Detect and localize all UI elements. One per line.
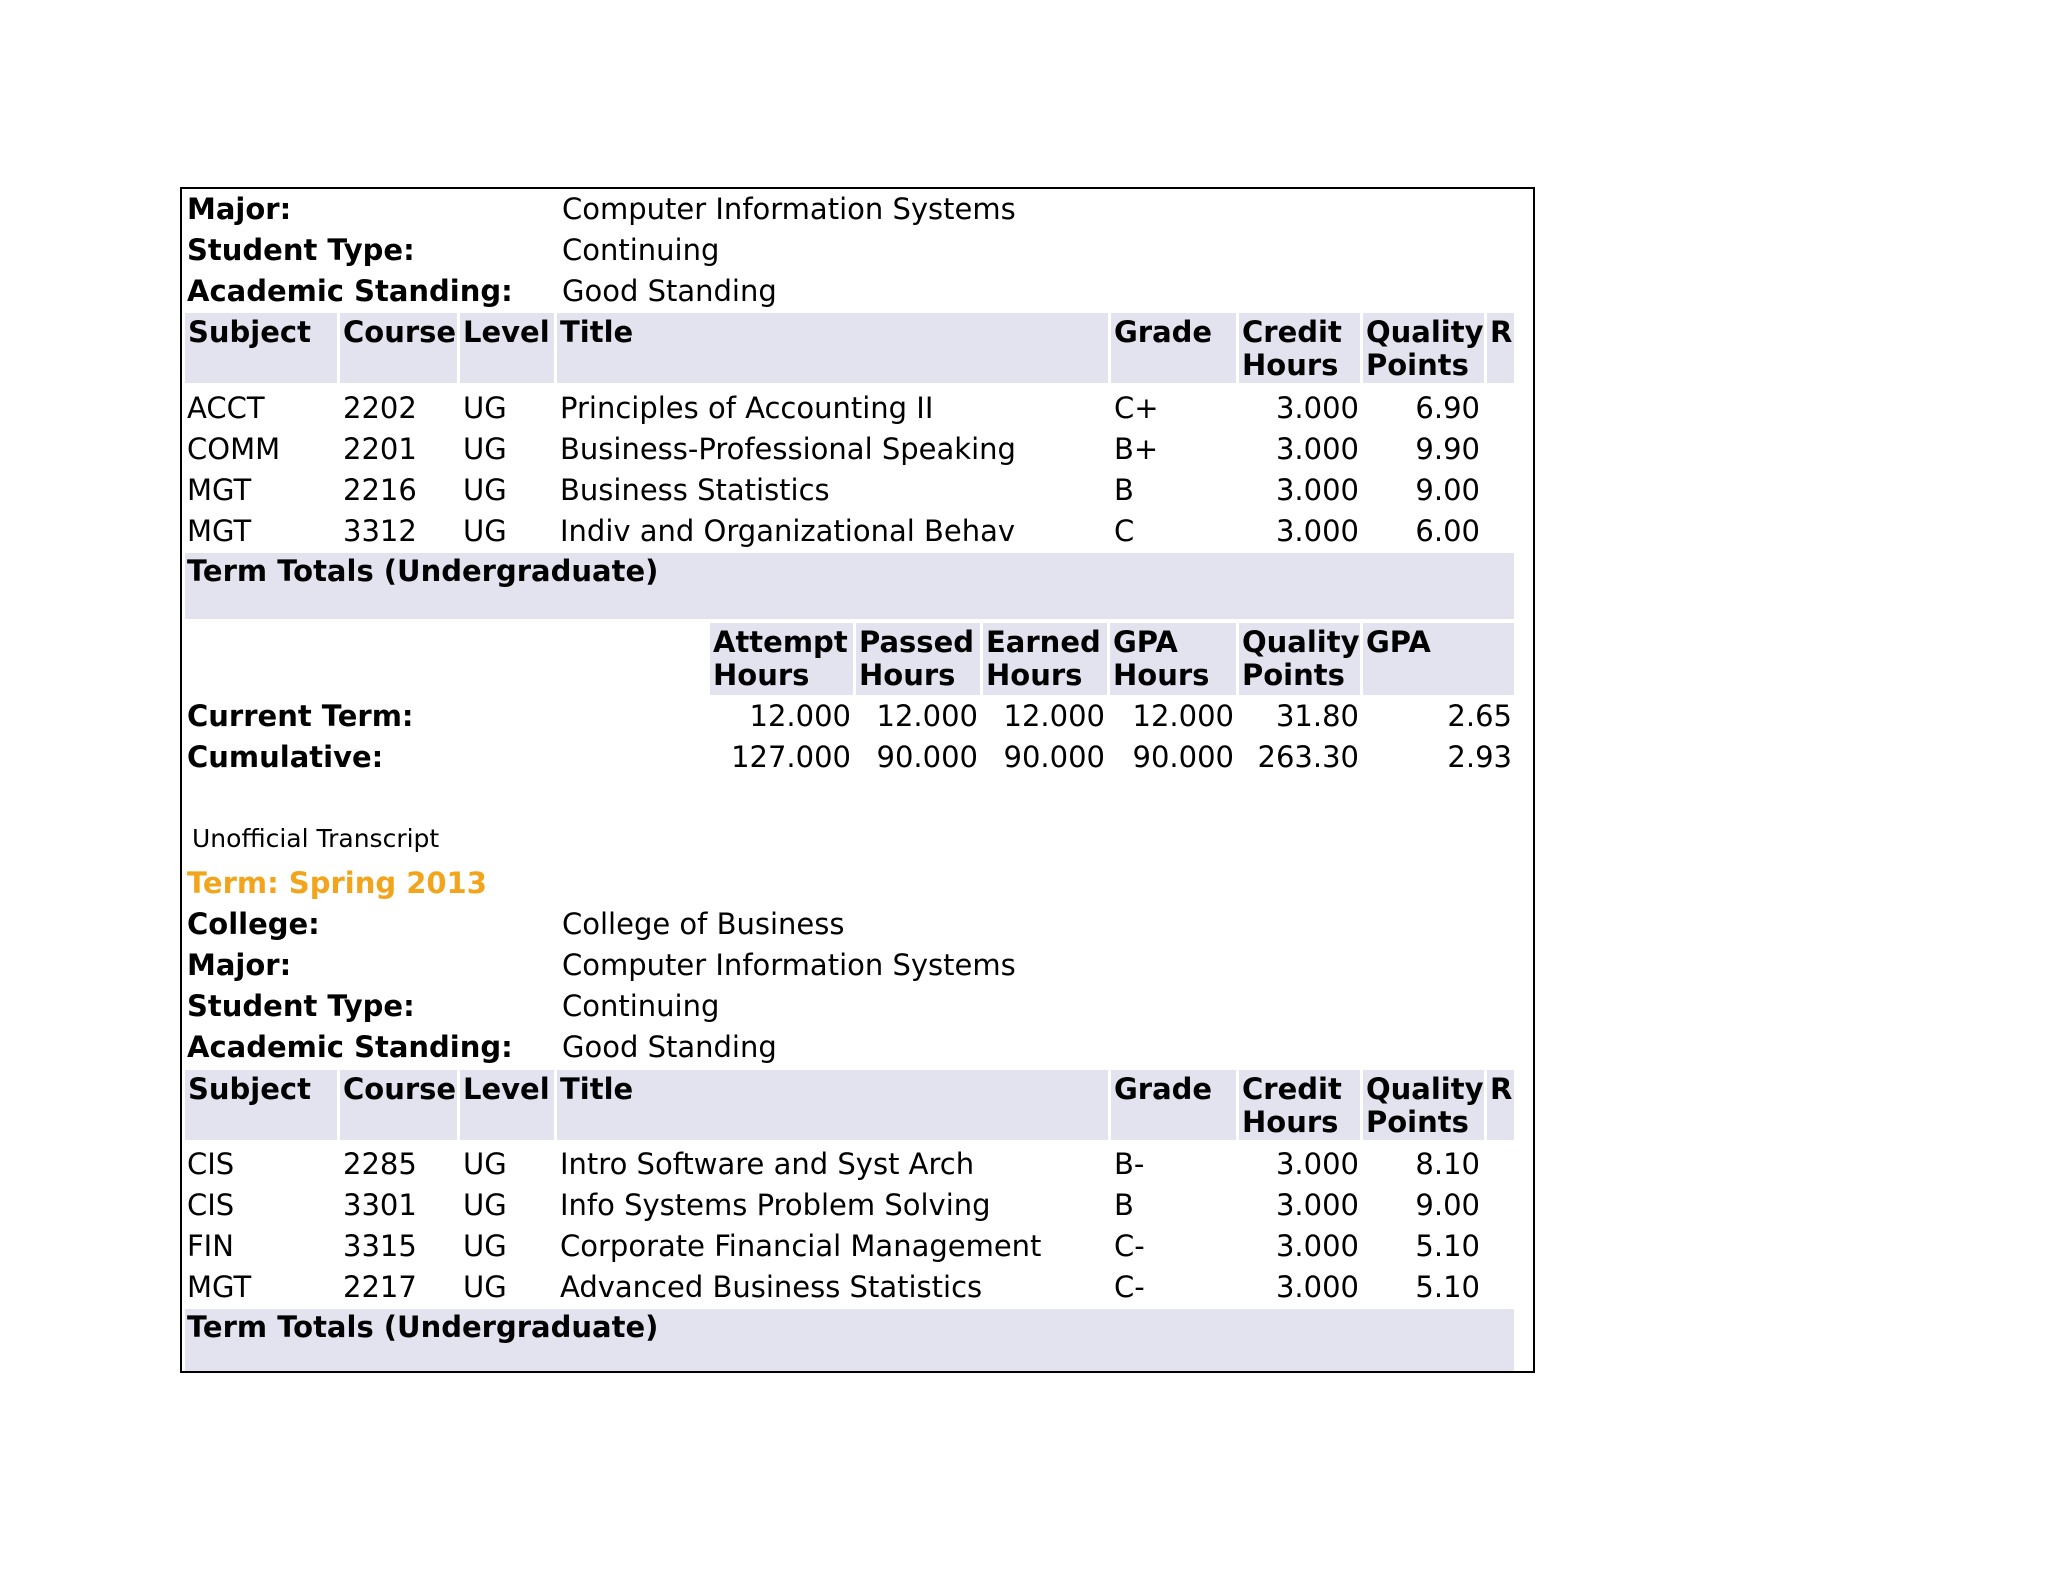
header-r: R (1487, 313, 1514, 383)
cell-quality-points: 9.00 (1415, 473, 1480, 507)
totals-header-line1: Passed (859, 625, 974, 659)
totals-cell: 90.000 (1132, 740, 1234, 774)
header-subject: Subject (185, 313, 337, 383)
cell-subject: CIS (187, 1147, 235, 1181)
cell-course: 2217 (343, 1270, 417, 1304)
cell-course: 3301 (343, 1188, 417, 1222)
cell-subject: MGT (187, 473, 252, 507)
header-course: Course (340, 313, 457, 383)
header-level: Level (460, 313, 554, 383)
cell-title: Indiv and Organizational Behav (560, 514, 1016, 548)
cell-subject: MGT (187, 514, 252, 548)
cell-subject: COMM (187, 432, 281, 466)
cell-level: UG (463, 1188, 507, 1222)
major-label: Major: (187, 192, 292, 226)
academic-standing-label: Academic Standing: (187, 1030, 513, 1064)
header-quality-line2: Points (1366, 1105, 1469, 1139)
totals-header-gpa-hours (1110, 623, 1236, 695)
student-type-value: Continuing (562, 989, 720, 1023)
header-quality-line1: Quality (1366, 315, 1484, 349)
header-grade: Grade (1111, 313, 1236, 383)
unofficial-transcript-note: Unofficial Transcript (192, 824, 440, 853)
totals-header-line1: Earned (986, 625, 1101, 659)
totals-cell: 90.000 (1003, 740, 1105, 774)
totals-cell: 90.000 (876, 740, 978, 774)
cell-level: UG (463, 1147, 507, 1181)
cell-course: 2201 (343, 432, 417, 466)
academic-standing-value: Good Standing (562, 274, 777, 308)
term-totals-label: Term Totals (Undergraduate) (187, 1310, 659, 1344)
totals-cell: 31.80 (1275, 699, 1359, 733)
cell-title: Corporate Financial Management (560, 1229, 1042, 1263)
totals-cell: 12.000 (1132, 699, 1234, 733)
totals-cell: 12.000 (749, 699, 851, 733)
cell-credit-hours: 3.000 (1275, 432, 1359, 466)
totals-header-line2: Points (1242, 658, 1345, 692)
cell-quality-points: 9.90 (1415, 432, 1480, 466)
totals-header-line2: Hours (986, 658, 1083, 692)
cell-grade: B+ (1114, 432, 1159, 466)
cell-grade: C (1114, 514, 1135, 548)
cell-grade: B- (1114, 1147, 1145, 1181)
header-quality-points (1363, 313, 1484, 383)
major-value: Computer Information Systems (562, 192, 1016, 226)
header-quality-line1: Quality (1366, 1072, 1484, 1106)
header-quality-line2: Points (1366, 348, 1469, 382)
cell-grade: C- (1114, 1229, 1145, 1263)
totals-cell: 12.000 (876, 699, 978, 733)
cell-quality-points: 6.90 (1415, 391, 1480, 425)
totals-row-label: Cumulative: (187, 740, 384, 774)
cell-quality-points: 8.10 (1415, 1147, 1480, 1181)
cell-grade: C+ (1114, 391, 1159, 425)
totals-header-line1: GPA (1366, 625, 1431, 659)
cell-level: UG (463, 1229, 507, 1263)
header-title: Title (557, 1070, 1108, 1140)
term-totals-label: Term Totals (Undergraduate) (187, 554, 659, 588)
header-credit-line2: Hours (1242, 1105, 1339, 1139)
totals-cell: 12.000 (1003, 699, 1105, 733)
cell-course: 2285 (343, 1147, 417, 1181)
header-level: Level (460, 1070, 554, 1140)
totals-cell: 263.30 (1257, 740, 1359, 774)
totals-header-line2: Hours (859, 658, 956, 692)
cell-title: Info Systems Problem Solving (560, 1188, 991, 1222)
student-type-label: Student Type: (187, 989, 415, 1023)
cell-credit-hours: 3.000 (1275, 1270, 1359, 1304)
cell-credit-hours: 3.000 (1275, 391, 1359, 425)
totals-row-label: Current Term: (187, 699, 414, 733)
college-value: College of Business (562, 907, 845, 941)
header-title: Title (557, 313, 1108, 383)
totals-header-line1: Quality (1242, 625, 1360, 659)
cell-grade: B (1114, 473, 1134, 507)
totals-header-line1: GPA (1113, 625, 1178, 659)
cell-course: 2202 (343, 391, 417, 425)
cell-title: Intro Software and Syst Arch (560, 1147, 975, 1181)
header-subject: Subject (185, 1070, 337, 1140)
totals-header-line1: Attempt (713, 625, 848, 659)
cell-title: Principles of Accounting II (560, 391, 934, 425)
cell-quality-points: 9.00 (1415, 1188, 1480, 1222)
cell-quality-points: 5.10 (1415, 1229, 1480, 1263)
cell-grade: C- (1114, 1270, 1145, 1304)
totals-header-passed-hours (856, 623, 980, 695)
cell-title: Business-Professional Speaking (560, 432, 1016, 466)
cell-credit-hours: 3.000 (1275, 1229, 1359, 1263)
major-label: Major: (187, 948, 292, 982)
totals-header-line2: Hours (713, 658, 810, 692)
cell-level: UG (463, 1270, 507, 1304)
term-title: Term: Spring 2013 (187, 866, 487, 900)
header-grade: Grade (1111, 1070, 1236, 1140)
cell-credit-hours: 3.000 (1275, 473, 1359, 507)
cell-title: Business Statistics (560, 473, 830, 507)
cell-subject: CIS (187, 1188, 235, 1222)
cell-course: 3315 (343, 1229, 417, 1263)
cell-grade: B (1114, 1188, 1134, 1222)
cell-course: 3312 (343, 514, 417, 548)
totals-header-line2: Hours (1113, 658, 1210, 692)
cell-subject: ACCT (187, 391, 265, 425)
totals-header-earned-hours (983, 623, 1107, 695)
totals-header-gpa (1363, 623, 1514, 695)
transcript-frame (180, 187, 1535, 1373)
cell-title: Advanced Business Statistics (560, 1270, 983, 1304)
cell-level: UG (463, 432, 507, 466)
totals-cell: 2.65 (1447, 699, 1512, 733)
cell-level: UG (463, 514, 507, 548)
cell-quality-points: 5.10 (1415, 1270, 1480, 1304)
totals-header-quality-points (1239, 623, 1360, 695)
cell-credit-hours: 3.000 (1275, 1188, 1359, 1222)
header-credit-hours (1239, 1070, 1360, 1140)
cell-credit-hours: 3.000 (1275, 1147, 1359, 1181)
header-credit-hours (1239, 313, 1360, 383)
academic-standing-value: Good Standing (562, 1030, 777, 1064)
header-credit-line1: Credit (1242, 315, 1342, 349)
cell-course: 2216 (343, 473, 417, 507)
college-label: College: (187, 907, 320, 941)
student-type-value: Continuing (562, 233, 720, 267)
student-type-label: Student Type: (187, 233, 415, 267)
cell-subject: MGT (187, 1270, 252, 1304)
header-r: R (1487, 1070, 1514, 1140)
cell-subject: FIN (187, 1229, 234, 1263)
cell-level: UG (463, 391, 507, 425)
totals-header-attempt-hours (710, 623, 853, 695)
header-quality-points (1363, 1070, 1484, 1140)
cell-level: UG (463, 473, 507, 507)
header-credit-line1: Credit (1242, 1072, 1342, 1106)
header-credit-line2: Hours (1242, 348, 1339, 382)
header-course: Course (340, 1070, 457, 1140)
totals-cell: 2.93 (1447, 740, 1512, 774)
cell-quality-points: 6.00 (1415, 514, 1480, 548)
cell-credit-hours: 3.000 (1275, 514, 1359, 548)
academic-standing-label: Academic Standing: (187, 274, 513, 308)
totals-cell: 127.000 (731, 740, 851, 774)
major-value: Computer Information Systems (562, 948, 1016, 982)
